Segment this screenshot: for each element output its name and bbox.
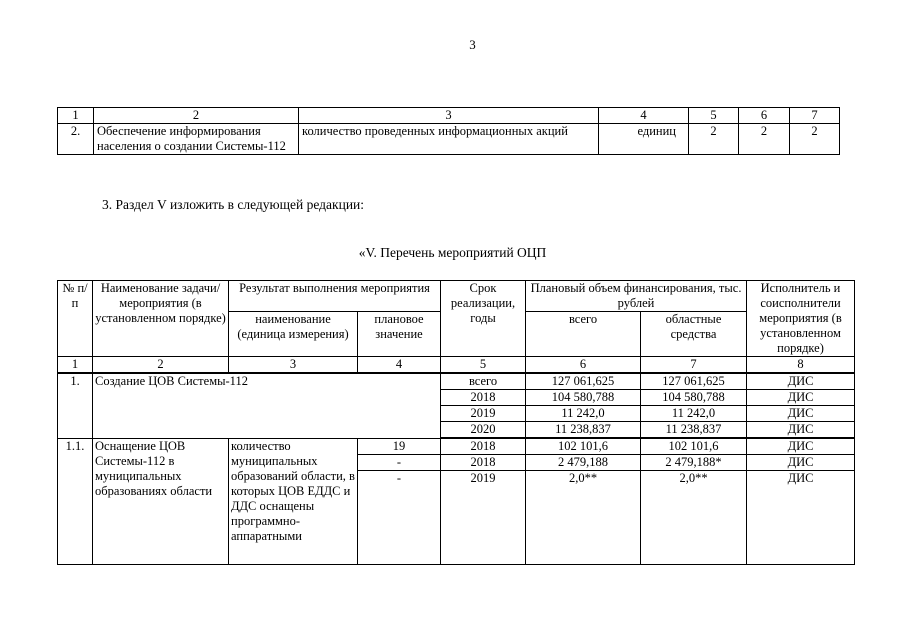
- colnum: 6: [526, 357, 641, 374]
- task-name: Создание ЦОВ Системы-112: [93, 373, 441, 438]
- colnum: 3: [299, 108, 599, 124]
- table-row: [58, 124, 840, 155]
- regional: 11 242,0: [641, 406, 747, 422]
- row-number: 1.1.: [58, 438, 93, 565]
- continuation-table: [57, 107, 840, 155]
- header-executor: Исполнитель и соисполнители мероприятия (в установленном порядке): [747, 281, 855, 357]
- total: 11 242,0: [526, 406, 641, 422]
- term: 2018: [441, 390, 526, 406]
- value: 2: [739, 124, 790, 155]
- unit: единиц: [599, 124, 689, 155]
- colnum: 6: [739, 108, 790, 124]
- term: 2019: [441, 406, 526, 422]
- colnum: 4: [358, 357, 441, 374]
- header-funding: Плановый объем финансирования, тыс. рублей: [526, 281, 747, 312]
- total: 2,0**: [526, 471, 641, 565]
- page-number: 3: [469, 37, 476, 52]
- value: 2: [689, 124, 739, 155]
- plan-value: -: [358, 471, 441, 565]
- regional: 104 580,788: [641, 390, 747, 406]
- indicator-name: количество муниципальных образований области, в которых ЦОВ ЕДДС и ДДС оснащены программно-аппаратными: [229, 438, 358, 565]
- value: 2: [790, 124, 840, 155]
- colnum: 7: [641, 357, 747, 374]
- table-header-row: [58, 108, 840, 124]
- colnum: 1: [58, 108, 94, 124]
- colnum: 3: [229, 357, 358, 374]
- regional: 2 479,188*: [641, 455, 747, 471]
- colnum: 1: [58, 357, 93, 374]
- colnum: 7: [790, 108, 840, 124]
- regional: 102 101,6: [641, 438, 747, 455]
- plan-value: 19: [358, 438, 441, 455]
- header-regional: областные средства: [641, 312, 747, 357]
- regional: 127 061,625: [641, 373, 747, 390]
- header-result: Результат выполнения мероприятия: [229, 281, 441, 312]
- row-number: 2.: [58, 124, 94, 155]
- executor: ДИС: [747, 471, 855, 565]
- header-num: № п/п: [58, 281, 93, 357]
- total: 11 238,837: [526, 422, 641, 439]
- term: 2020: [441, 422, 526, 439]
- indicator-name: количество проведенных информационных акций: [299, 124, 599, 155]
- header-row: [58, 281, 855, 312]
- instruction-text: 3. Раздел V изложить в следующей редакции:: [102, 197, 365, 212]
- total: 127 061,625: [526, 373, 641, 390]
- term: 2019: [441, 471, 526, 565]
- table-row: [58, 438, 855, 455]
- task-name: Обеспечение информирования населения о создании Системы-112: [94, 124, 299, 155]
- executor: ДИС: [747, 438, 855, 455]
- regional: 2,0**: [641, 471, 747, 565]
- total: 104 580,788: [526, 390, 641, 406]
- measures-table: [57, 280, 855, 565]
- term: всего: [441, 373, 526, 390]
- colnum: 2: [94, 108, 299, 124]
- table-row: [58, 373, 855, 390]
- colnum: 5: [689, 108, 739, 124]
- regional: 11 238,837: [641, 422, 747, 439]
- plan-value: -: [358, 455, 441, 471]
- term: 2018: [441, 438, 526, 455]
- row-number: 1.: [58, 373, 93, 438]
- section-title: «V. Перечень мероприятий ОЦП: [358, 245, 547, 260]
- total: 2 479,188: [526, 455, 641, 471]
- header-total: всего: [526, 312, 641, 357]
- colnum: 5: [441, 357, 526, 374]
- header-result-name: наименование (единица измерения): [229, 312, 358, 357]
- total: 102 101,6: [526, 438, 641, 455]
- task-name: Оснащение ЦОВ Системы-112 в муниципальных образованиях области: [93, 438, 229, 565]
- colnum: 8: [747, 357, 855, 374]
- executor: ДИС: [747, 406, 855, 422]
- executor: ДИС: [747, 455, 855, 471]
- executor: ДИС: [747, 390, 855, 406]
- executor: ДИС: [747, 422, 855, 439]
- colnum-row: [58, 357, 855, 374]
- header-result-plan: плановое значение: [358, 312, 441, 357]
- term: 2018: [441, 455, 526, 471]
- colnum: 4: [599, 108, 689, 124]
- colnum: 2: [93, 357, 229, 374]
- header-task: Наименование задачи/мероприятия (в установленном порядке): [93, 281, 229, 357]
- header-term: Срок реализации, годы: [441, 281, 526, 357]
- executor: ДИС: [747, 373, 855, 390]
